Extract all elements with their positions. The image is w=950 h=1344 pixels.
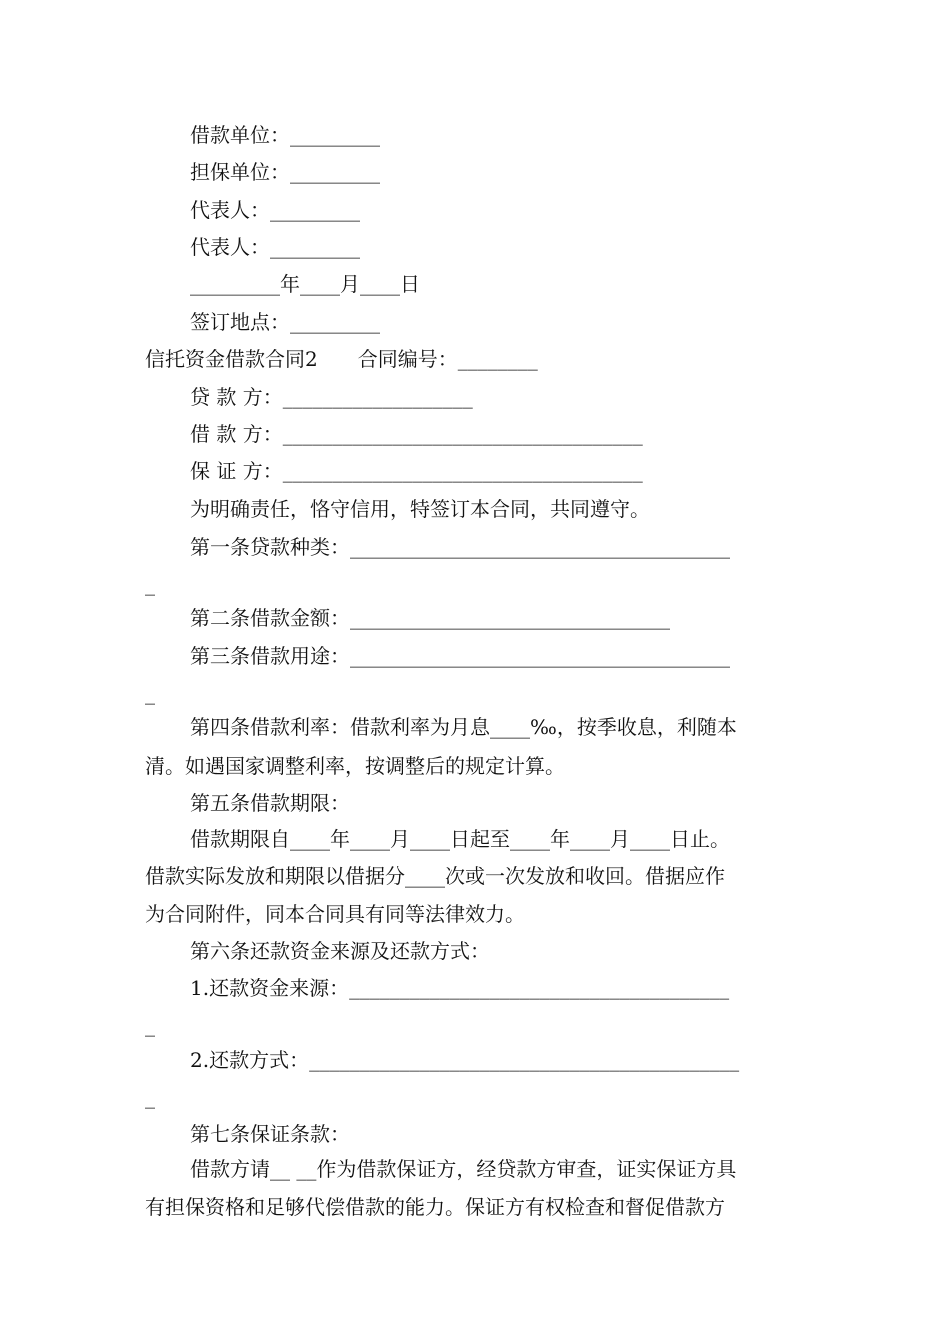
repayment-source-line: 1.还款资金来源：______________________________________ (190, 976, 730, 1000)
repayment-method-line: 2.还款方式：___________________________________________ (190, 1048, 740, 1072)
article-2-line: 第二条借款金额：________________________________ (190, 606, 670, 630)
article-4-line-2: 清。如遇国家调整利率，按调整后的规定计算。 (145, 754, 565, 778)
representative-line-1: 代表人：_________ (190, 198, 360, 222)
article-5-line-3: 为合同附件，同本合同具有同等法律效力。 (145, 902, 525, 926)
lender-line: 贷 款 方：___________________ (190, 385, 473, 409)
article-4-line-1: 第四条借款利率：借款利率为月息____‰，按季收息，利随本 (190, 715, 737, 739)
article-1-line: 第一条贷款种类：______________________________________ (190, 535, 730, 559)
article-5-line-1: 借款期限自____年____月____日起至____年____月____日止。 (190, 827, 730, 851)
borrower-unit-line: 借款单位：_________ (190, 123, 380, 147)
article-3-continuation: _ (145, 681, 155, 705)
date-line: _________年____月____日 (190, 272, 420, 296)
guarantor-line: 保 证 方：____________________________________ (190, 459, 643, 483)
repayment-source-continuation: _ (145, 1013, 155, 1037)
guarantor-unit-line: 担保单位：_________ (190, 160, 380, 184)
article-5-line-2: 借款实际发放和期限以借据分____次或一次发放和收回。借据应作 (145, 864, 725, 888)
article-7-line-2: 有担保资格和足够代偿借款的能力。保证方有权检查和督促借款方 (145, 1195, 725, 1219)
preamble-line: 为明确责任，恪守信用，特签订本合同，共同遵守。 (190, 497, 650, 521)
article-7-heading: 第七条保证条款： (190, 1122, 350, 1146)
borrower-line: 借 款 方：____________________________________ (190, 422, 643, 446)
article-1-continuation: _ (145, 572, 155, 596)
article-7-line-1: 借款方请__ __作为借款保证方，经贷款方审查，证实保证方具 (190, 1157, 737, 1181)
repayment-method-continuation: _ (145, 1085, 155, 1109)
article-6-heading: 第六条还款资金来源及还款方式： (190, 939, 490, 963)
contract-title-line: 信托资金借款合同2 合同编号：________ (145, 347, 538, 371)
representative-line-2: 代表人：_________ (190, 235, 360, 259)
article-5-heading: 第五条借款期限： (190, 791, 350, 815)
signing-place-line: 签订地点：_________ (190, 310, 380, 334)
article-3-line: 第三条借款用途：______________________________________ (190, 644, 730, 668)
